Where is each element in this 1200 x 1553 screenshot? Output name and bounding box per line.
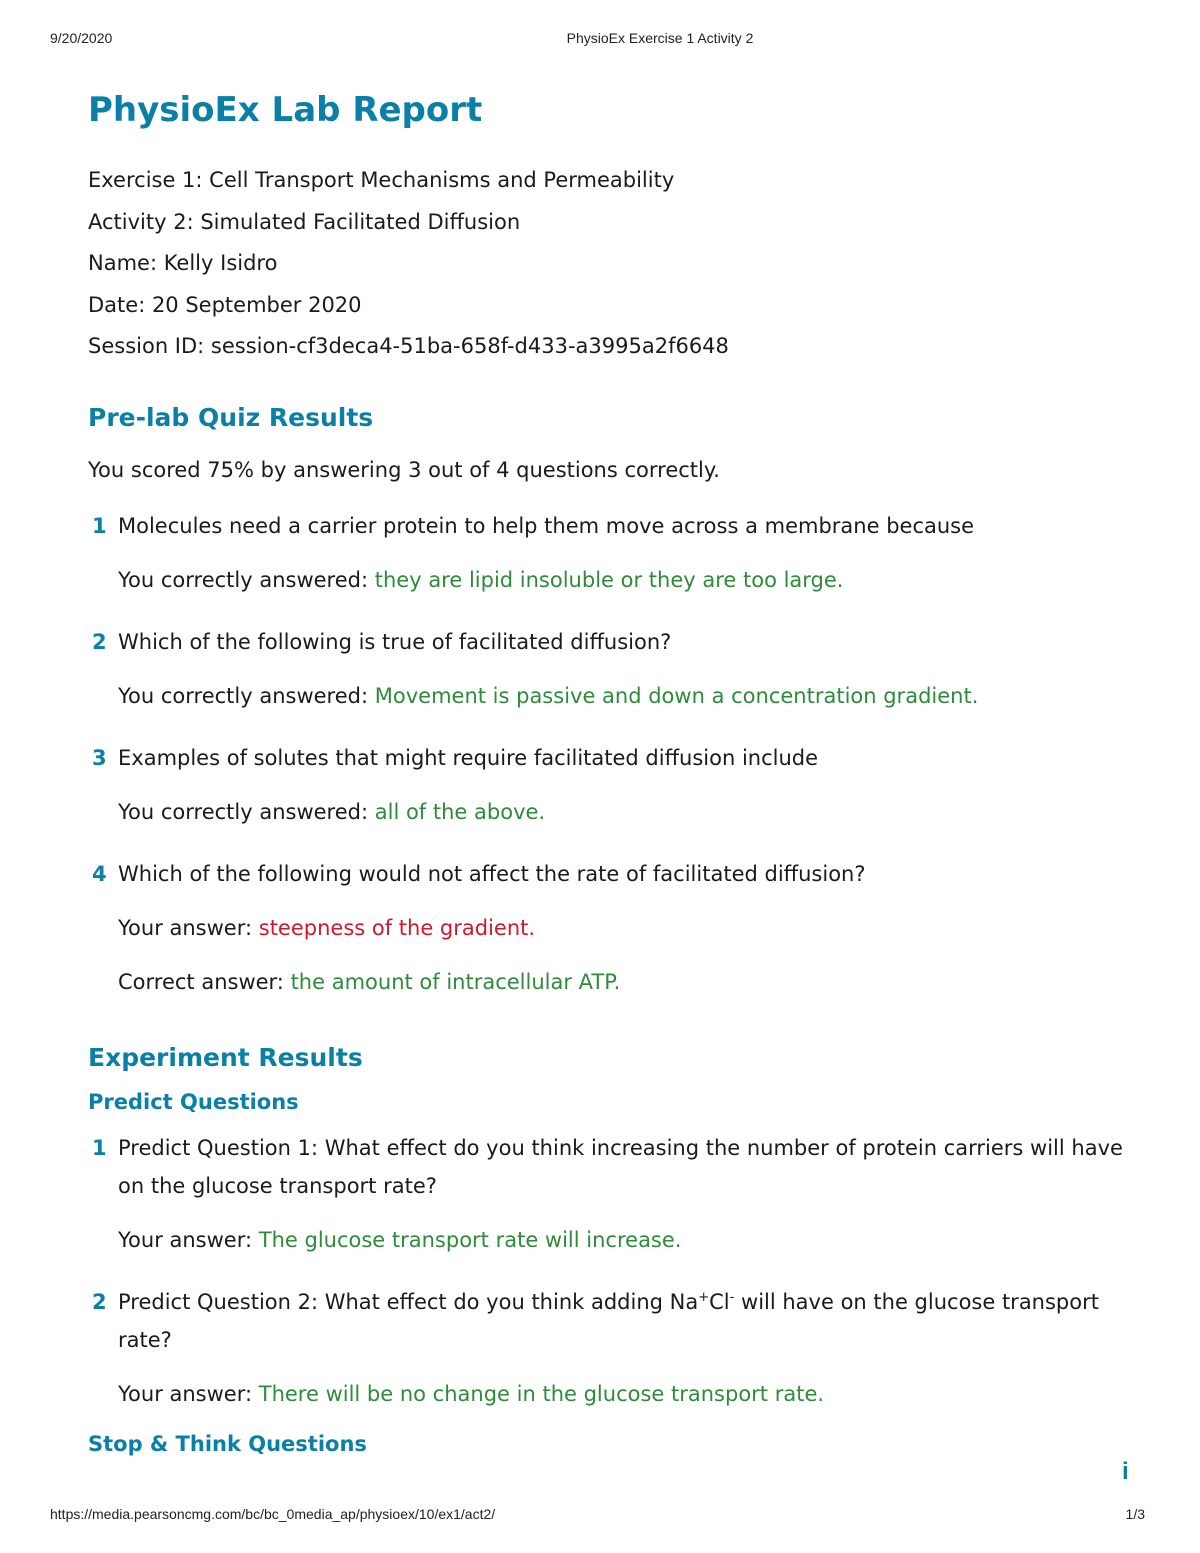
date-line: Date: 20 September 2020 <box>88 292 362 317</box>
experiment-heading: Experiment Results <box>88 1042 363 1072</box>
correct-answer-line <box>118 963 1128 1001</box>
session-line: Session ID: session-cf3deca4-51ba-658f-d433-a3995a2f6648 <box>88 334 729 358</box>
question-number: 1 <box>92 1135 107 1160</box>
report-content <box>88 88 1128 1459</box>
question-number: 4 <box>92 861 107 886</box>
prelab-heading: Pre-lab Quiz Results <box>88 402 374 432</box>
question-text-start: Predict Question 2: What effect do you think adding Na <box>118 1289 699 1314</box>
answer-label: Your answer: <box>118 1381 253 1406</box>
predict-question-2 <box>88 1283 1128 1413</box>
answer-line <box>118 561 1128 599</box>
prelab-question-4 <box>88 855 1128 1001</box>
question-text: Molecules need a carrier protein to help them move across a membrane because <box>118 513 975 538</box>
answer-value: There will be no change in the glucose transport rate. <box>258 1381 825 1406</box>
question-number: 1 <box>92 513 107 538</box>
superscript-plus: + <box>698 1289 710 1305</box>
question-text: Examples of solutes that might require facilitated diffusion include <box>118 745 819 770</box>
question-text-chloride: Cl <box>709 1289 730 1314</box>
answer-correct: Movement is passive and down a concentration gradient. <box>374 683 979 708</box>
answer-line <box>118 1375 1128 1413</box>
question-number: 3 <box>92 745 107 770</box>
prelab-score: You scored 75% by answering 3 out of 4 questions correctly. <box>88 457 720 482</box>
predict-heading: Predict Questions <box>88 1089 299 1114</box>
answer-line <box>118 677 1128 715</box>
prelab-question-1 <box>88 507 1128 599</box>
answer-label: Your answer: <box>118 1227 253 1252</box>
answer-line <box>118 793 1128 831</box>
activity-line: Activity 2: Simulated Facilitated Diffusion <box>88 209 521 234</box>
answer-label: You correctly answered: <box>118 683 369 708</box>
answer-correct: they are lipid insoluble or they are too large. <box>374 567 844 592</box>
question-text: Predict Question 1: What effect do you think increasing the number of protein carriers will have on the glucose transport rate? <box>118 1135 1123 1198</box>
correct-answer-label: Correct answer: <box>118 969 284 994</box>
question-number: 2 <box>92 629 107 654</box>
answer-value: The glucose transport rate will increase. <box>258 1227 682 1252</box>
question-text <box>118 1283 1128 1359</box>
correct-answer: the amount of intracellular ATP. <box>290 969 621 994</box>
answer-label: You correctly answered: <box>118 567 369 592</box>
exercise-line: Exercise 1: Cell Transport Mechanisms and Permeability <box>88 168 675 192</box>
print-title: PhysioEx Exercise 1 Activity 2 <box>566 30 754 46</box>
question-number: 2 <box>92 1289 107 1314</box>
report-meta <box>88 160 1128 368</box>
superscript-minus: - <box>729 1289 735 1305</box>
answer-line <box>118 1221 1128 1259</box>
footer-url: https://media.pearsoncmg.com/bc/bc_0media_ap/physioex/10/ex1/act2/ <box>50 1506 496 1522</box>
prelab-question-2 <box>88 623 1128 715</box>
report-title: PhysioEx Lab Report <box>88 90 483 130</box>
question-text-end: will have on the glucose transport rate? <box>118 1289 1099 1352</box>
question-text: Which of the following is true of facilitated diffusion? <box>118 629 672 654</box>
prelab-question-3 <box>88 739 1128 831</box>
answer-label: You correctly answered: <box>118 799 369 824</box>
footer-page-number: 1/3 <box>1125 1506 1145 1522</box>
predict-question-1 <box>88 1129 1128 1259</box>
answer-incorrect: steepness of the gradient. <box>258 915 536 940</box>
name-line: Name: Kelly Isidro <box>88 251 278 275</box>
answer-line <box>118 909 1128 947</box>
question-text: Which of the following would not affect the rate of facilitated diffusion? <box>118 861 866 886</box>
answer-label: Your answer: <box>118 915 253 940</box>
stop-think-heading: Stop & Think Questions <box>88 1431 367 1456</box>
info-icon[interactable]: i <box>1122 1458 1129 1485</box>
print-date: 9/20/2020 <box>50 30 113 46</box>
answer-correct: all of the above. <box>374 799 546 824</box>
